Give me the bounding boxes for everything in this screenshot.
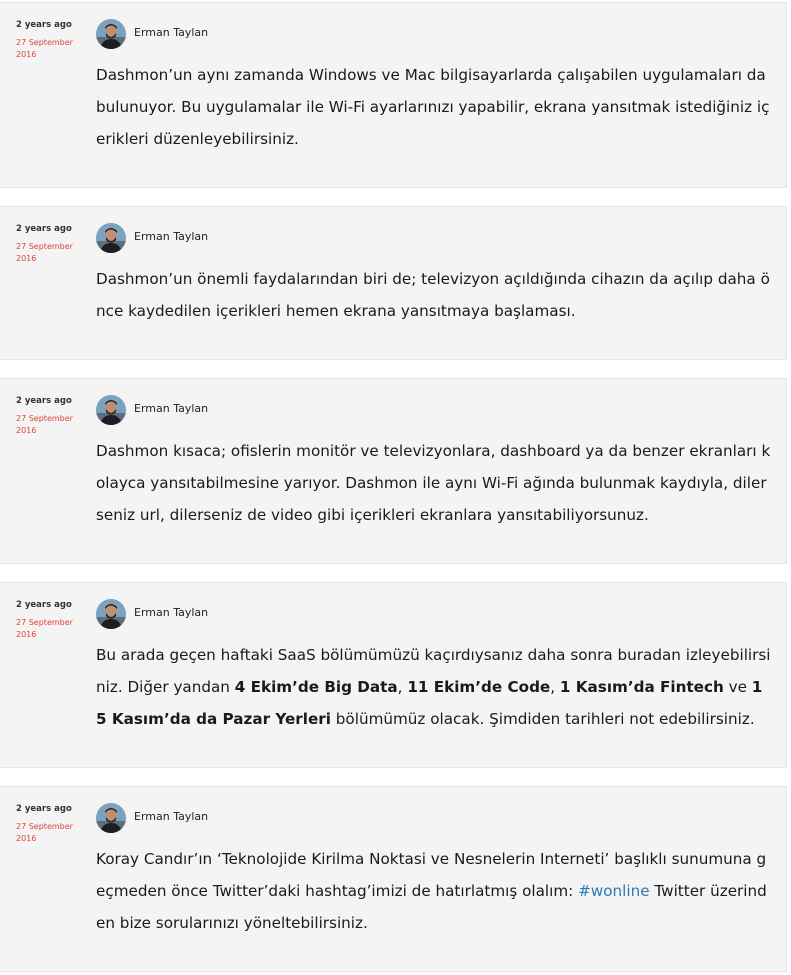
bold-text: 1 Kasım’da Fintech [559,678,724,696]
text-segment: Dashmon’un önemli faydalarından biri de; televizyon açıldığında cihazın da açılıp daha önce kaydedilen içerikleri hemen ekrana yansıtmaya başlaması. [96,270,770,320]
text-segment: bölümümüz olacak. Şimdiden tarihleri not edebilirsiniz. [330,710,755,728]
text-segment: Koray Candır’ın ‘Teknolojide Kirilma Noktasi ve Nesnelerin Interneti’ başlıklı sunumuna geçmeden önce Twitter’daki hashtag’imizi de hatırlatmış olalım: [96,850,767,900]
post-date: 27 September 2016 [16,618,73,639]
author[interactable] [96,395,208,425]
post-meta [16,600,86,640]
text-segment: , [397,678,408,696]
bold-text: 11 Ekim’de Code [407,678,551,696]
text-segment: Dashmon kısaca; ofislerin monitör ve televizyonlara, dashboard ya da benzer ekranları kolayca yansıtabilmesine yarıyor. Dashmon ile aynı Wi-Fi ağında bulunmak kaydıyla, dilerseniz url, dilerseniz de video gibi içerikleri ekranlara yansıtabiliyorsunuz. [96,442,771,524]
author-name[interactable]: Erman Taylan [134,401,209,415]
text-segment: Bu arada geçen haftaki SaaS bölümümüzü kaçırdıysanız daha sonra buradan izleyebilirsiniz. Diğer yandan [96,646,771,696]
post-card [0,2,787,188]
post-date: 27 September 2016 [16,242,73,263]
post-text [96,843,772,939]
post-text [96,435,772,531]
time-ago: 2 years ago [16,396,72,406]
author-name[interactable]: Erman Taylan [134,809,209,823]
author[interactable] [96,803,208,833]
post-date: 27 September 2016 [16,822,73,843]
avatar[interactable] [96,599,126,629]
author-name[interactable]: Erman Taylan [134,229,209,243]
avatar[interactable] [96,803,126,833]
author[interactable] [96,19,208,49]
bold-text: 15 Kasım’da da Pazar Yerleri [96,678,763,728]
post-date: 27 September 2016 [16,414,73,435]
avatar[interactable] [96,19,126,49]
author-name[interactable]: Erman Taylan [134,605,209,619]
post-meta [16,224,86,264]
text-segment: Dashmon’un aynı zamanda Windows ve Mac bilgisayarlarda çalışabilen uygulamaları da bulunuyor. Bu uygulamalar ile Wi-Fi ayarlarınızı yapabilir, ekrana yansıtmak istediğiniz içerikleri düzenleyebilirsiniz. [96,66,770,148]
post-card [0,378,787,564]
time-ago: 2 years ago [16,224,72,234]
post-text [96,263,772,327]
avatar[interactable] [96,395,126,425]
post-meta [16,20,86,60]
post-text [96,59,772,155]
post-card [0,582,787,768]
post-date: 27 September 2016 [16,38,73,59]
time-ago: 2 years ago [16,20,72,30]
time-ago: 2 years ago [16,804,72,814]
text-segment: Twitter üzerinden bize sorularınızı yöneltebilirsiniz. [96,882,767,932]
avatar[interactable] [96,223,126,253]
author[interactable] [96,223,208,253]
post-card [0,786,787,972]
post-text [96,639,772,735]
time-ago: 2 years ago [16,600,72,610]
post-meta [16,396,86,436]
author[interactable] [96,599,208,629]
text-segment: , [550,678,560,696]
author-name[interactable]: Erman Taylan [134,25,209,39]
post-meta [16,804,86,844]
bold-text: 4 Ekim’de Big Data [234,678,398,696]
hashtag-link[interactable]: #wonline [578,882,650,900]
text-segment: ve [723,678,752,696]
post-card [0,206,787,360]
